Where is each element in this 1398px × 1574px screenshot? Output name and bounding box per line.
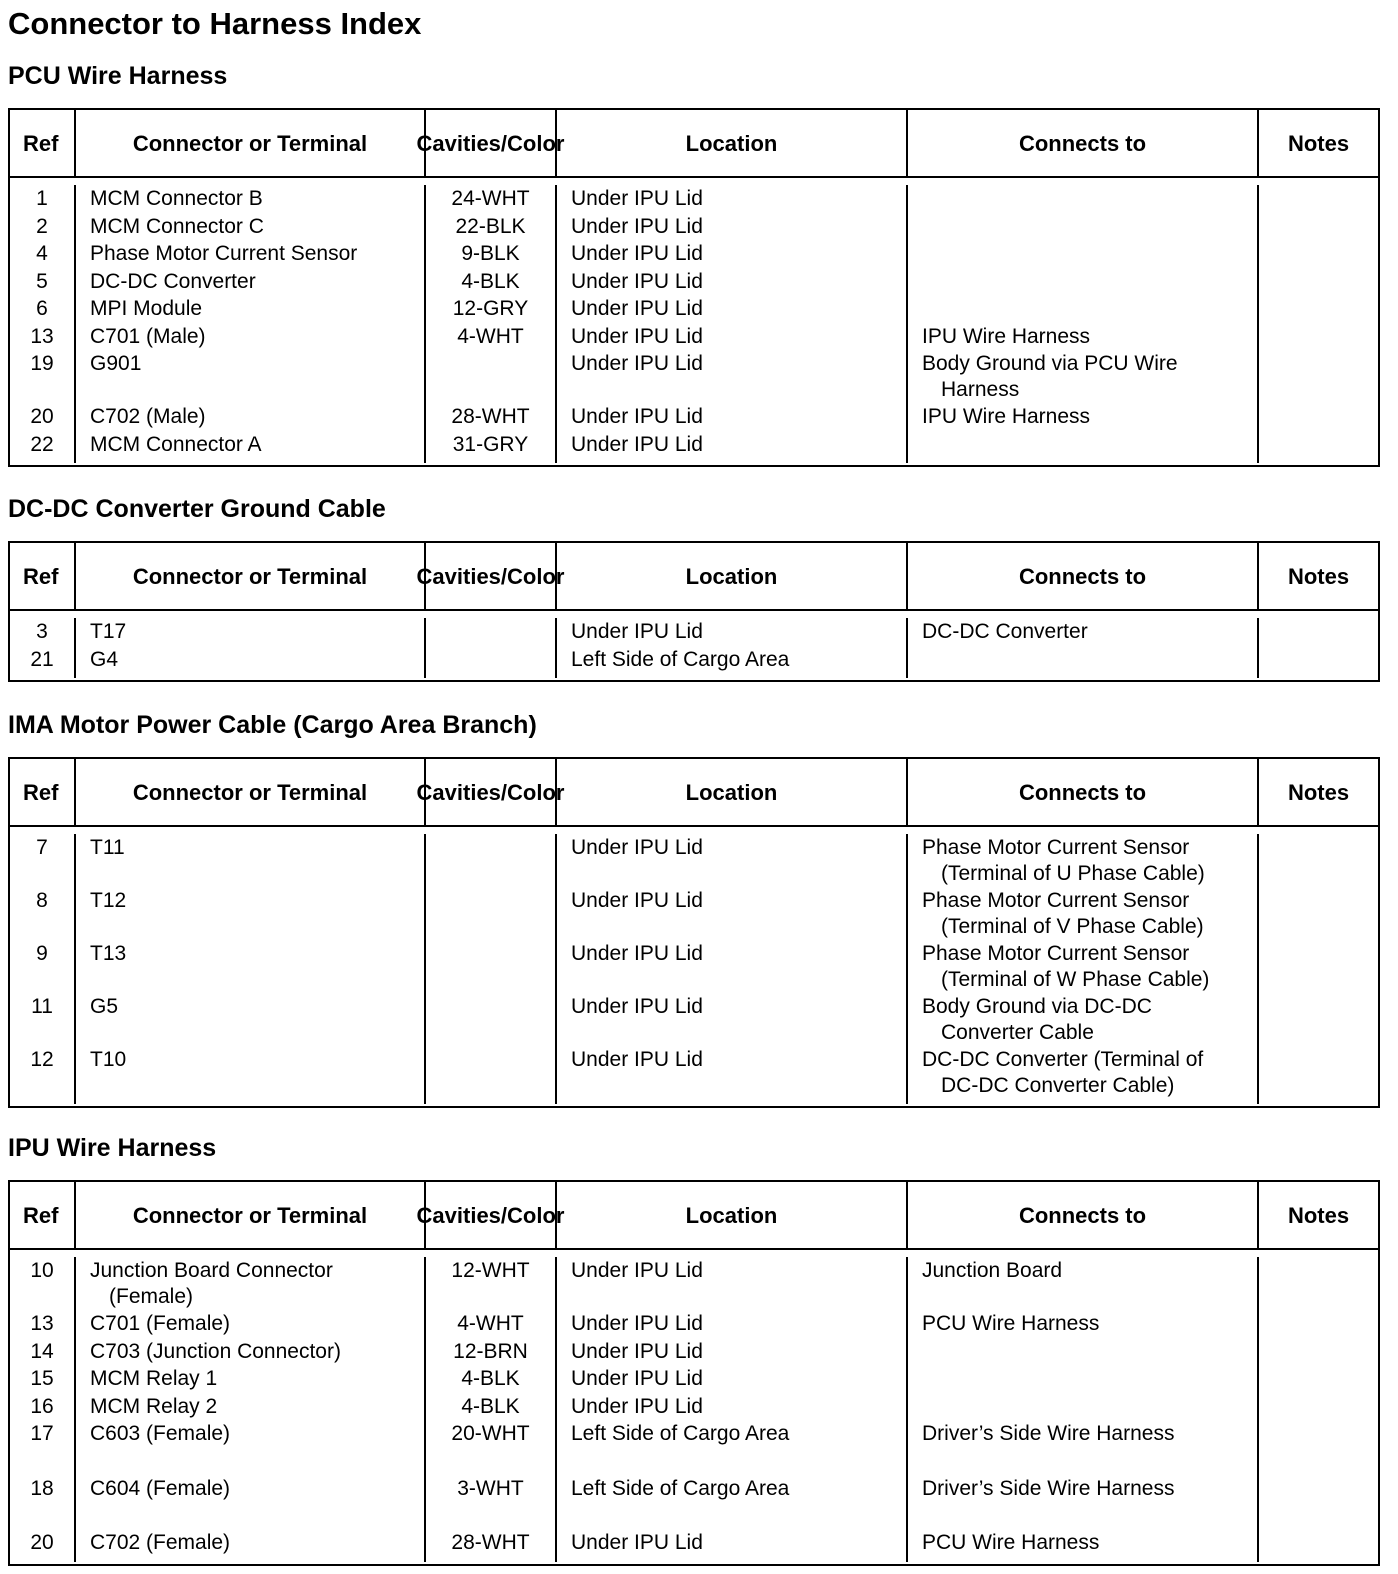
cavities-cell: 4-WHT	[426, 323, 557, 351]
connector-name: MCM Connector C	[90, 214, 264, 238]
connector-name: Junction Board Connector	[90, 1259, 333, 1282]
ref-cell: 18	[10, 1448, 76, 1503]
column-header-notes: Notes	[1287, 1202, 1350, 1228]
connects-to-cell	[908, 1310, 1259, 1338]
cavities-cell	[426, 350, 557, 403]
notes-cell	[1259, 618, 1378, 646]
connects-to-text: Driver’s Side Wire Harness	[922, 1476, 1175, 1500]
connects-to-text: Body Ground via PCU Wire	[922, 352, 1178, 375]
cavities-cell	[426, 993, 557, 1046]
connector-name: T17	[90, 620, 127, 643]
connects-to-cell	[908, 1338, 1259, 1366]
connects-to-text: Phase Motor Current Sensor	[922, 942, 1190, 965]
column-header-connects-to: Connects to	[908, 1182, 1259, 1248]
harness-table	[8, 1180, 1380, 1566]
connector-cell	[76, 1257, 426, 1310]
connector-name: C703 (Junction Connector)	[90, 1339, 341, 1363]
connects-to-cell	[908, 618, 1259, 646]
connector-cell	[76, 323, 426, 351]
connector-name: G5	[90, 995, 119, 1018]
ref-cell: 1	[10, 185, 76, 213]
connects-to-text: IPU Wire Harness	[922, 405, 1091, 428]
connector-cell	[76, 213, 426, 241]
ref-cell: 14	[10, 1338, 76, 1366]
connector-name: G901	[90, 352, 142, 375]
connector-cell	[76, 295, 426, 323]
connects-to-text: PCU Wire Harness	[922, 1531, 1100, 1554]
cavities-cell: 31-GRY	[426, 431, 557, 464]
table-header	[10, 543, 1378, 611]
table-row	[10, 1502, 1378, 1562]
connects-to-cell	[908, 646, 1259, 679]
cavities-cell	[426, 834, 557, 887]
connector-name: MCM Connector B	[90, 187, 263, 210]
table-row	[10, 646, 1378, 679]
ref-cell: 16	[10, 1393, 76, 1421]
connects-to-cell	[908, 185, 1259, 213]
location-cell: Under IPU Lid	[557, 268, 908, 296]
location-cell: Left Side of Cargo Area	[557, 646, 908, 679]
connects-to-cell	[908, 1448, 1259, 1503]
cavities-cell: 12-GRY	[426, 295, 557, 323]
location-cell: Under IPU Lid	[557, 1257, 908, 1310]
table-row	[10, 1420, 1378, 1448]
table-row	[10, 618, 1378, 646]
table-header	[10, 759, 1378, 827]
connector-name: C702 (Male)	[90, 405, 206, 428]
connector-cell	[76, 1365, 426, 1393]
cavities-cell: 9-BLK	[426, 240, 557, 268]
column-header-cavities	[416, 543, 565, 609]
connector-cell	[76, 1338, 426, 1366]
connector-cell	[76, 1502, 426, 1562]
section-title: PCU Wire Harness	[8, 62, 228, 90]
connector-cell	[76, 834, 426, 887]
column-header-cavities	[416, 110, 565, 176]
table-row	[10, 1365, 1378, 1393]
cavities-cell: 4-BLK	[426, 268, 557, 296]
connector-name: MCM Connector A	[90, 432, 262, 456]
connects-to-cell	[908, 403, 1259, 431]
table-row	[10, 940, 1378, 993]
page-title: Connector to Harness Index	[8, 6, 422, 41]
column-header-connector: Connector or Terminal	[76, 1182, 426, 1248]
notes-cell	[1259, 1310, 1378, 1338]
table-row	[10, 1338, 1378, 1366]
location-cell: Under IPU Lid	[557, 834, 908, 887]
connects-to-cell	[908, 1365, 1259, 1393]
notes-cell	[1259, 240, 1378, 268]
connector-name: C604 (Female)	[90, 1476, 231, 1500]
connects-to-text: Phase Motor Current Sensor	[922, 889, 1190, 912]
location-cell: Left Side of Cargo Area	[557, 1420, 908, 1448]
connector-name: MPI Module	[90, 297, 203, 320]
table-row	[10, 431, 1378, 464]
connector-name: C603 (Female)	[90, 1422, 231, 1445]
notes-cell	[1259, 646, 1378, 679]
connector-cell	[76, 185, 426, 213]
connects-to-text-continued: (Terminal of V Phase Cable)	[941, 914, 1204, 938]
connector-name: MCM Relay 2	[90, 1394, 218, 1418]
connector-name: T11	[90, 836, 125, 859]
column-header-location: Location	[557, 1182, 908, 1248]
notes-cell	[1259, 940, 1378, 993]
harness-table	[8, 757, 1380, 1108]
connects-to-cell	[908, 993, 1259, 1046]
location-cell: Under IPU Lid	[557, 1393, 908, 1421]
table-row	[10, 185, 1378, 213]
ref-cell: 20	[10, 1502, 76, 1562]
ref-cell: 21	[10, 646, 76, 679]
connector-name: Phase Motor Current Sensor	[90, 242, 358, 265]
notes-cell	[1259, 887, 1378, 940]
connects-to-cell	[908, 1393, 1259, 1421]
connects-to-text: Driver’s Side Wire Harness	[922, 1422, 1175, 1445]
connects-to-cell	[908, 834, 1259, 887]
section-title: IPU Wire Harness	[8, 1134, 217, 1162]
ref-cell: 11	[10, 993, 76, 1046]
notes-cell	[1259, 295, 1378, 323]
cavities-cell	[426, 940, 557, 993]
cavities-cell: 4-WHT	[426, 1310, 557, 1338]
cavities-cell: 4-BLK	[426, 1365, 557, 1393]
ref-cell: 20	[10, 403, 76, 431]
cavities-cell: 28-WHT	[426, 1502, 557, 1562]
location-cell: Under IPU Lid	[557, 403, 908, 431]
column-header-connector: Connector or Terminal	[76, 110, 426, 176]
column-header-notes: Notes	[1287, 563, 1350, 589]
table-row	[10, 1046, 1378, 1104]
connects-to-cell	[908, 1046, 1259, 1104]
table-body	[10, 611, 1378, 680]
connector-name: C702 (Female)	[90, 1531, 231, 1554]
connector-name: T13	[90, 942, 127, 965]
connector-name-continued: (Female)	[109, 1284, 194, 1308]
table-row	[10, 295, 1378, 323]
notes-cell	[1259, 323, 1378, 351]
connects-to-text-continued: (Terminal of U Phase Cable)	[941, 861, 1205, 885]
table-row	[10, 323, 1378, 351]
connector-name: C701 (Male)	[90, 324, 206, 348]
connector-cell	[76, 618, 426, 646]
location-cell: Under IPU Lid	[557, 213, 908, 241]
table-row	[10, 1393, 1378, 1421]
column-header-ref: Ref	[10, 759, 76, 825]
connects-to-cell	[908, 887, 1259, 940]
ref-cell: 12	[10, 1046, 76, 1104]
connects-to-text-continued: Converter Cable	[941, 1020, 1094, 1044]
header-line: Color	[507, 130, 565, 156]
cavities-cell	[426, 646, 557, 679]
table-body	[10, 1250, 1378, 1564]
notes-cell	[1259, 1502, 1378, 1562]
header-line: Color	[507, 1202, 565, 1228]
connects-to-text: Phase Motor Current Sensor	[922, 836, 1190, 859]
column-header-notes: Notes	[1287, 130, 1350, 156]
notes-cell	[1259, 1448, 1378, 1503]
table-header	[10, 110, 1378, 178]
cavities-cell: 28-WHT	[426, 403, 557, 431]
notes-cell	[1259, 993, 1378, 1046]
connector-cell	[76, 268, 426, 296]
ref-cell: 5	[10, 268, 76, 296]
column-header-ref: Ref	[10, 1182, 76, 1248]
table-body	[10, 178, 1378, 465]
table-row	[10, 1257, 1378, 1310]
location-cell: Under IPU Lid	[557, 350, 908, 403]
connector-name: T12	[90, 889, 127, 912]
notes-cell	[1259, 213, 1378, 241]
table-row	[10, 834, 1378, 887]
connects-to-text-continued: DC-DC Converter Cable)	[941, 1073, 1175, 1097]
cavities-cell	[426, 618, 557, 646]
table-row	[10, 993, 1378, 1046]
ref-cell: 2	[10, 213, 76, 241]
connects-to-cell	[908, 1257, 1259, 1310]
ref-cell: 13	[10, 323, 76, 351]
table-row	[10, 887, 1378, 940]
notes-cell	[1259, 1046, 1378, 1104]
location-cell: Under IPU Lid	[557, 1310, 908, 1338]
header-line: Color	[507, 563, 565, 589]
location-cell: Under IPU Lid	[557, 618, 908, 646]
connects-to-text: Junction Board	[922, 1259, 1063, 1282]
connector-cell	[76, 993, 426, 1046]
connector-cell	[76, 940, 426, 993]
ref-cell: 4	[10, 240, 76, 268]
notes-cell	[1259, 1420, 1378, 1448]
column-header-location: Location	[557, 759, 908, 825]
location-cell: Under IPU Lid	[557, 431, 908, 464]
connects-to-text: PCU Wire Harness	[922, 1312, 1100, 1335]
connector-cell	[76, 403, 426, 431]
location-cell: Under IPU Lid	[557, 1338, 908, 1366]
location-cell: Under IPU Lid	[557, 1365, 908, 1393]
connects-to-text-continued: (Terminal of W Phase Cable)	[941, 967, 1210, 991]
column-header-cavities	[416, 759, 565, 825]
column-header-connects-to: Connects to	[908, 543, 1259, 609]
column-header-cavities	[416, 1182, 565, 1248]
location-cell: Under IPU Lid	[557, 887, 908, 940]
connects-to-cell	[908, 431, 1259, 464]
connects-to-cell	[908, 350, 1259, 403]
table-row	[10, 1310, 1378, 1338]
connects-to-cell	[908, 213, 1259, 241]
connects-to-text: Body Ground via DC-DC	[922, 995, 1152, 1018]
ref-cell: 15	[10, 1365, 76, 1393]
column-header-connects-to: Connects to	[908, 110, 1259, 176]
connector-cell	[76, 1448, 426, 1503]
table-body	[10, 827, 1378, 1106]
notes-cell	[1259, 403, 1378, 431]
notes-cell	[1259, 1393, 1378, 1421]
cavities-cell: 24-WHT	[426, 185, 557, 213]
connector-name: G4	[90, 647, 119, 671]
header-line: Cavities/	[416, 1202, 508, 1228]
table-row	[10, 268, 1378, 296]
ref-cell: 10	[10, 1257, 76, 1310]
header-line: Cavities/	[416, 563, 508, 589]
cavities-cell: 20-WHT	[426, 1420, 557, 1448]
location-cell: Under IPU Lid	[557, 185, 908, 213]
column-header-notes: Notes	[1287, 779, 1350, 805]
column-header-ref: Ref	[10, 543, 76, 609]
notes-cell	[1259, 1338, 1378, 1366]
connects-to-cell	[908, 1420, 1259, 1448]
connector-cell	[76, 646, 426, 679]
ref-cell: 9	[10, 940, 76, 993]
table-row	[10, 213, 1378, 241]
location-cell: Under IPU Lid	[557, 1502, 908, 1562]
table-row	[10, 403, 1378, 431]
connector-cell	[76, 240, 426, 268]
location-cell: Left Side of Cargo Area	[557, 1448, 908, 1503]
connects-to-text: IPU Wire Harness	[922, 324, 1091, 348]
connector-cell	[76, 350, 426, 403]
column-header-connects-to: Connects to	[908, 759, 1259, 825]
connects-to-cell	[908, 295, 1259, 323]
column-header-ref: Ref	[10, 110, 76, 176]
ref-cell: 6	[10, 295, 76, 323]
connects-to-cell	[908, 1502, 1259, 1562]
ref-cell: 13	[10, 1310, 76, 1338]
column-header-location: Location	[557, 110, 908, 176]
table-header	[10, 1182, 1378, 1250]
connects-to-text: DC-DC Converter	[922, 620, 1088, 643]
notes-cell	[1259, 350, 1378, 403]
connector-cell	[76, 887, 426, 940]
location-cell: Under IPU Lid	[557, 240, 908, 268]
connector-cell	[76, 1046, 426, 1104]
location-cell: Under IPU Lid	[557, 1046, 908, 1104]
ref-cell: 19	[10, 350, 76, 403]
ref-cell: 7	[10, 834, 76, 887]
connector-cell	[76, 1393, 426, 1421]
column-header-connector: Connector or Terminal	[76, 543, 426, 609]
table-row	[10, 1448, 1378, 1503]
location-cell: Under IPU Lid	[557, 940, 908, 993]
cavities-cell: 12-BRN	[426, 1338, 557, 1366]
connector-name: MCM Relay 1	[90, 1367, 218, 1390]
table-row	[10, 240, 1378, 268]
cavities-cell	[426, 887, 557, 940]
header-line: Color	[507, 779, 565, 805]
location-cell: Under IPU Lid	[557, 993, 908, 1046]
connects-to-text-continued: Harness	[941, 377, 1020, 401]
connector-name: DC-DC Converter	[90, 269, 256, 293]
section-title: DC-DC Converter Ground Cable	[8, 495, 386, 523]
ref-cell: 22	[10, 431, 76, 464]
notes-cell	[1259, 431, 1378, 464]
notes-cell	[1259, 268, 1378, 296]
connects-to-cell	[908, 940, 1259, 993]
ref-cell: 8	[10, 887, 76, 940]
cavities-cell: 3-WHT	[426, 1448, 557, 1503]
connector-cell	[76, 431, 426, 464]
notes-cell	[1259, 185, 1378, 213]
connects-to-cell	[908, 323, 1259, 351]
cavities-cell: 4-BLK	[426, 1393, 557, 1421]
connector-cell	[76, 1310, 426, 1338]
connects-to-cell	[908, 240, 1259, 268]
cavities-cell	[426, 1046, 557, 1104]
header-line: Cavities/	[416, 779, 508, 805]
ref-cell: 3	[10, 618, 76, 646]
cavities-cell: 12-WHT	[426, 1257, 557, 1310]
section-title: IMA Motor Power Cable (Cargo Area Branch)	[8, 711, 537, 739]
harness-table	[8, 541, 1380, 682]
connects-to-text: DC-DC Converter (Terminal of	[922, 1048, 1204, 1071]
ref-cell: 17	[10, 1420, 76, 1448]
column-header-location: Location	[557, 543, 908, 609]
location-cell: Under IPU Lid	[557, 323, 908, 351]
notes-cell	[1259, 1257, 1378, 1310]
notes-cell	[1259, 1365, 1378, 1393]
table-row	[10, 350, 1378, 403]
harness-table	[8, 108, 1380, 467]
cavities-cell: 22-BLK	[426, 213, 557, 241]
header-line: Cavities/	[416, 130, 508, 156]
location-cell: Under IPU Lid	[557, 295, 908, 323]
notes-cell	[1259, 834, 1378, 887]
connector-name: T10	[90, 1048, 127, 1071]
connector-cell	[76, 1420, 426, 1448]
connector-name: C701 (Female)	[90, 1312, 231, 1335]
connects-to-cell	[908, 268, 1259, 296]
column-header-connector: Connector or Terminal	[76, 759, 426, 825]
